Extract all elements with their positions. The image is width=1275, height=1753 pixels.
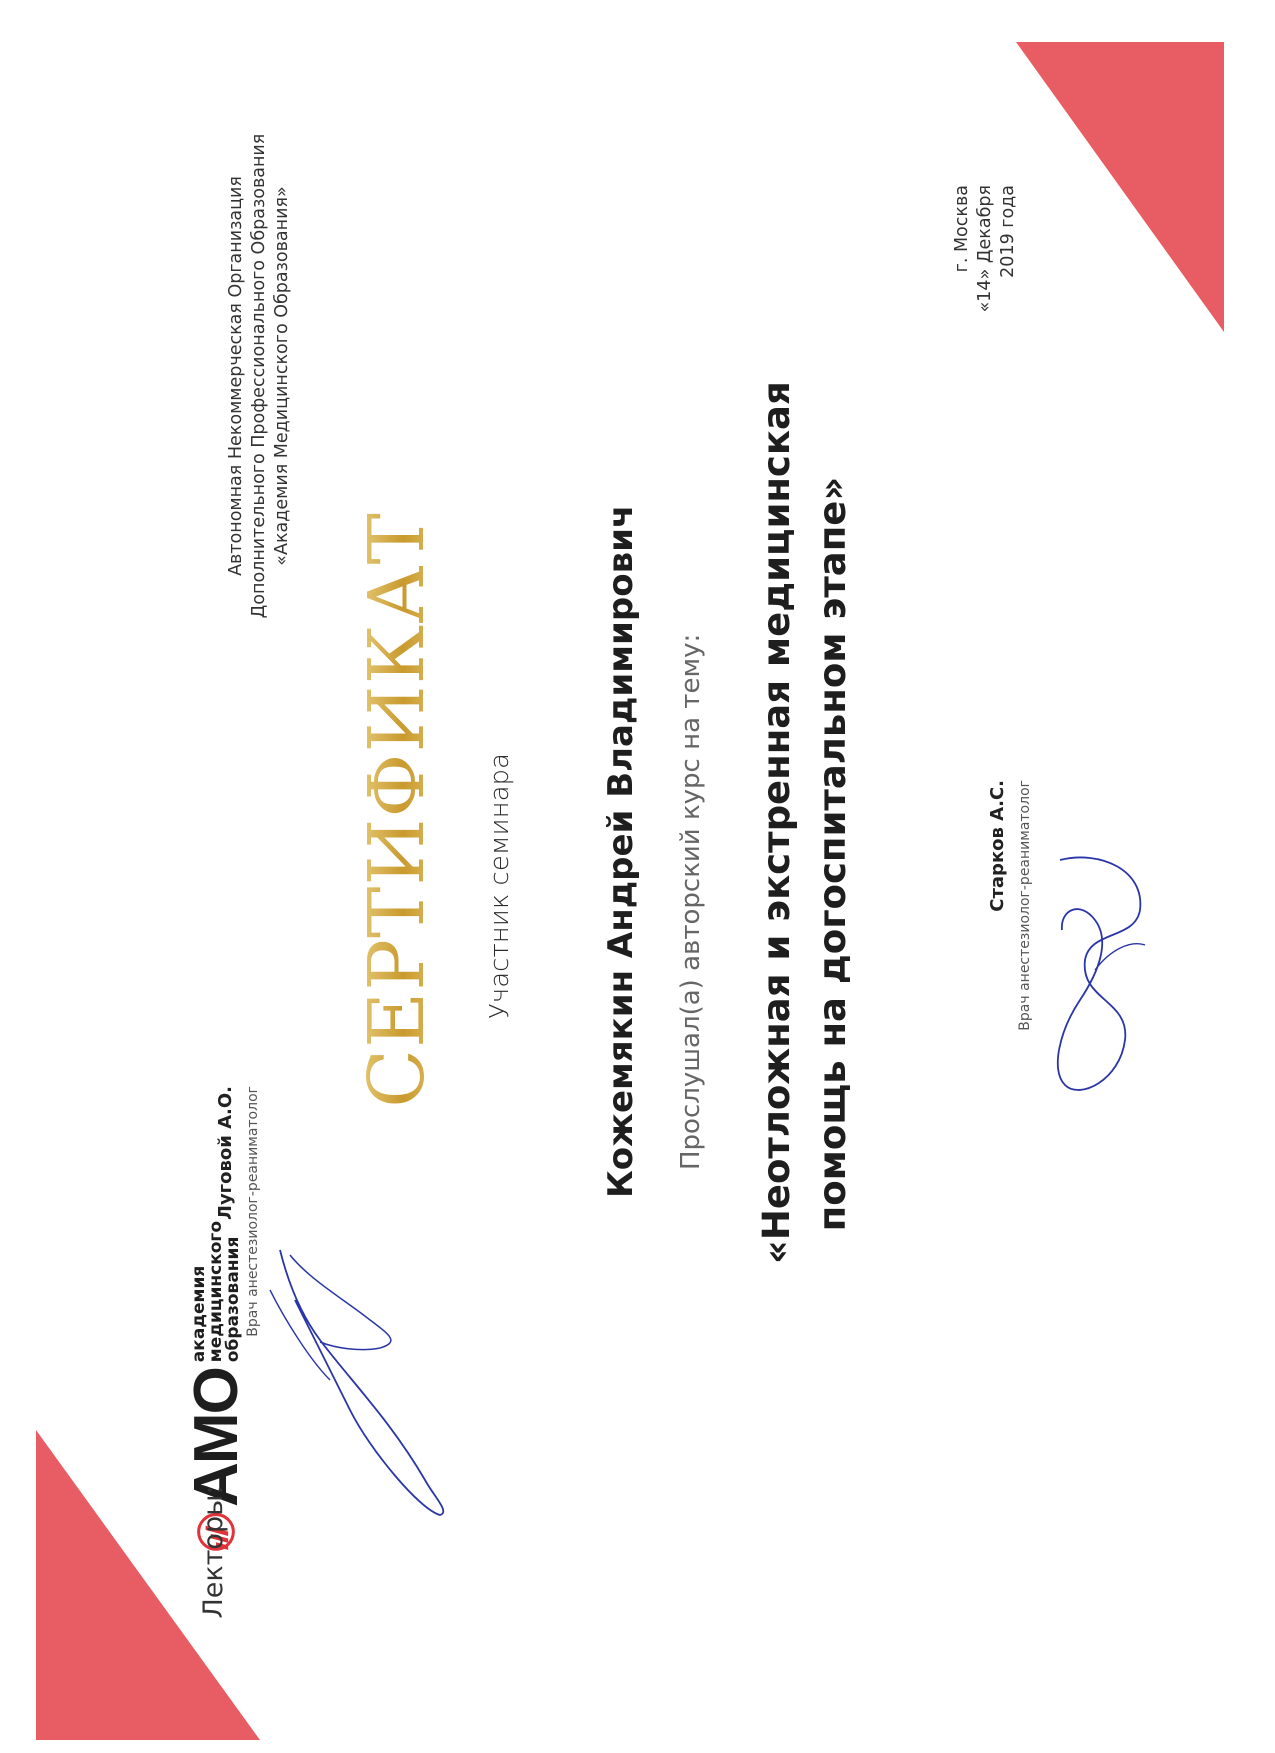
course-intro: Прослушал(а) авторский курс на тему: bbox=[676, 633, 706, 1170]
course-topic-line-1: «Неотложная и экстренная медицинская bbox=[755, 381, 798, 1264]
course-topic bbox=[749, 381, 861, 1264]
lecturer-2-position: Врач анестезиолог-реаниматолог bbox=[1017, 780, 1033, 1031]
logo-line-3: образования bbox=[222, 1236, 243, 1363]
place-date-block bbox=[951, 185, 1023, 315]
logo-line-1: академия bbox=[188, 1265, 209, 1363]
signature-starkov bbox=[1040, 850, 1160, 1110]
participant-name: Кожемякин Андрей Владимирович bbox=[601, 504, 641, 1198]
corner-triangle-top-right bbox=[1016, 42, 1224, 332]
certificate-title: СЕРТИФИКАТ bbox=[348, 500, 448, 1120]
organization-line-2: Дополнительного Профессионального Образования bbox=[249, 133, 269, 619]
logo-line-2: медицинского bbox=[205, 1221, 226, 1363]
lecturer-2-main bbox=[984, 780, 1040, 1120]
logo-abbreviation: АМО bbox=[181, 1368, 251, 1507]
signature-lugovoy bbox=[250, 1230, 460, 1520]
organization-line-3: «Академия Медицинского Образования» bbox=[272, 186, 292, 566]
city: г. Москва bbox=[952, 185, 972, 273]
participant-role: Участник семинара bbox=[485, 753, 515, 1019]
lecturer-1-position: Врач анестезиолог-реаниматолог bbox=[245, 1086, 261, 1337]
course-topic-line-2: помощь на догоспитальном этапе» bbox=[811, 476, 854, 1232]
lecturer-1-name: Луговой А.О. bbox=[215, 1086, 236, 1220]
date: «14» Декабря bbox=[975, 185, 995, 313]
lecturer-2-name: Старков А.С. bbox=[987, 780, 1008, 912]
year: 2019 года bbox=[998, 185, 1018, 278]
organization-line-1: Автономная Некоммерческая Организация bbox=[226, 176, 246, 576]
organization-block bbox=[225, 96, 297, 656]
lecturers-label: Лекторы: bbox=[198, 1485, 229, 1619]
